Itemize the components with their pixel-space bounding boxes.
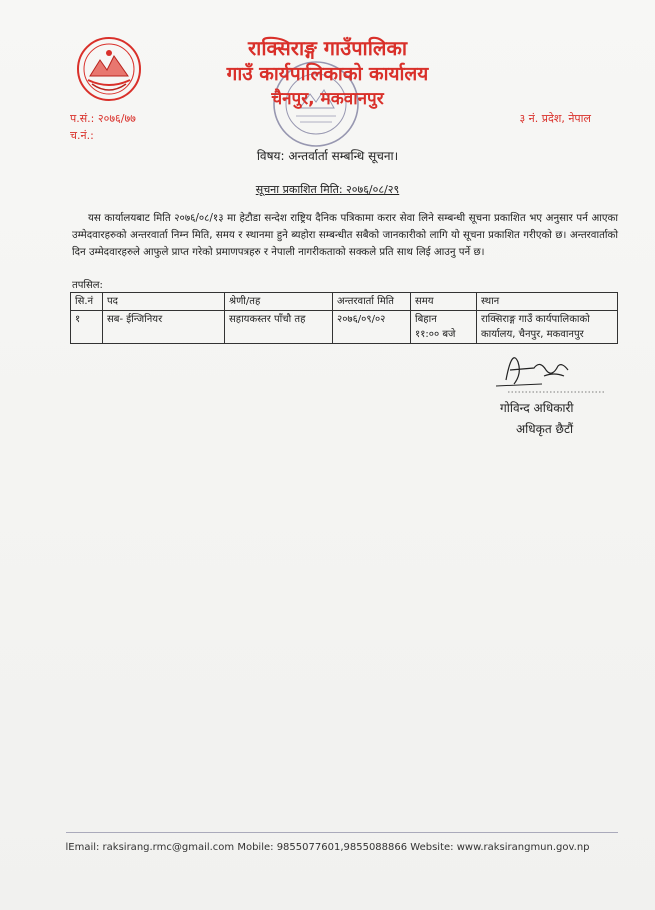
column-header: स्थान [477, 293, 618, 311]
notice-subject: विषय: अन्तर्वार्ता सम्बन्धि सूचना। [256, 149, 399, 163]
signatory-post: अधिकृत छैटौं [516, 422, 574, 436]
province-label: ३ नं. प्रदेश, नेपाल [519, 112, 591, 125]
time-line: ११:०० बजे [415, 329, 456, 340]
place-line: कार्यालय, चैनपुर, मकवानपुर [481, 329, 584, 340]
place-cell [477, 311, 618, 344]
date-cell: २०७६/०९/०२ [333, 311, 411, 344]
column-header: अन्तरवार्ता मिति [333, 293, 411, 311]
reference-number: प.सं.: २०७६/७७ [70, 112, 136, 125]
column-header: समय [411, 293, 477, 311]
office-name: राक्सिराङ्ग गाउँपालिका [247, 36, 408, 60]
time-line: बिहान [415, 314, 437, 325]
interview-schedule-table [70, 292, 618, 344]
footer-divider [66, 832, 618, 833]
published-date-text: सूचना प्रकाशित मिति: २०७६/०८/२९ [255, 183, 400, 196]
signatory-name: गोविन्द अधिकारी [500, 401, 574, 415]
column-header: सि.नं [71, 293, 103, 311]
place-line: राक्सिराङ्ग गाउँ कार्यपालिकाको [481, 314, 590, 325]
post-cell: सब- ईन्जिनियर [103, 311, 225, 344]
table-header-row [71, 293, 618, 311]
column-header: श्रेणी/तह [225, 293, 333, 311]
signature-icon [488, 340, 608, 396]
published-date [0, 182, 655, 197]
notice-body: यस कार्यालयबाट मिति २०७६/०८/१३ मा हेटौडा सन्देश राष्ट्रिय दैनिक पत्रिकामा करार सेवा लिने सम्बन्धी सूचना प्रकाशित भए अनुसार पर्न आएका उम्मेदवारहरुको अन्तरवार्ता निम्न मिति, समय र स्थानमा हुने ब्यहोरा सम्बन्धीत सबैको जानकारीको लागि यो सूचना प्रकाशित गरीएको छ। अन्तरवार्ताको दिन उम्मेदवारहरुले आफुले प्राप्त गरेको प्रमाणपत्रहरु र नेपाली नागरीकताको सक्कले प्रति साथ लिई आउनु पर्ने छ। [72, 213, 618, 258]
schedule-label: तपसिल: [72, 280, 103, 291]
table-row [71, 311, 618, 344]
office-subtitle: गाउँ कार्यपालिकाको कार्यालय [226, 63, 429, 85]
serial-cell: १ [71, 311, 103, 344]
column-header: पद [103, 293, 225, 311]
office-address: चैनपुर, मकवानपुर [271, 89, 384, 109]
level-cell: सहायकस्तर पाँचौ तह [225, 311, 333, 344]
time-cell [411, 311, 477, 344]
dispatch-number: च.नं.: [70, 129, 94, 142]
footer-contact: lEmail: raksirang.rmc@gmail.com Mobile: 9855077601,9855088866 Website: www.raksirangmun.gov.np [65, 842, 590, 853]
